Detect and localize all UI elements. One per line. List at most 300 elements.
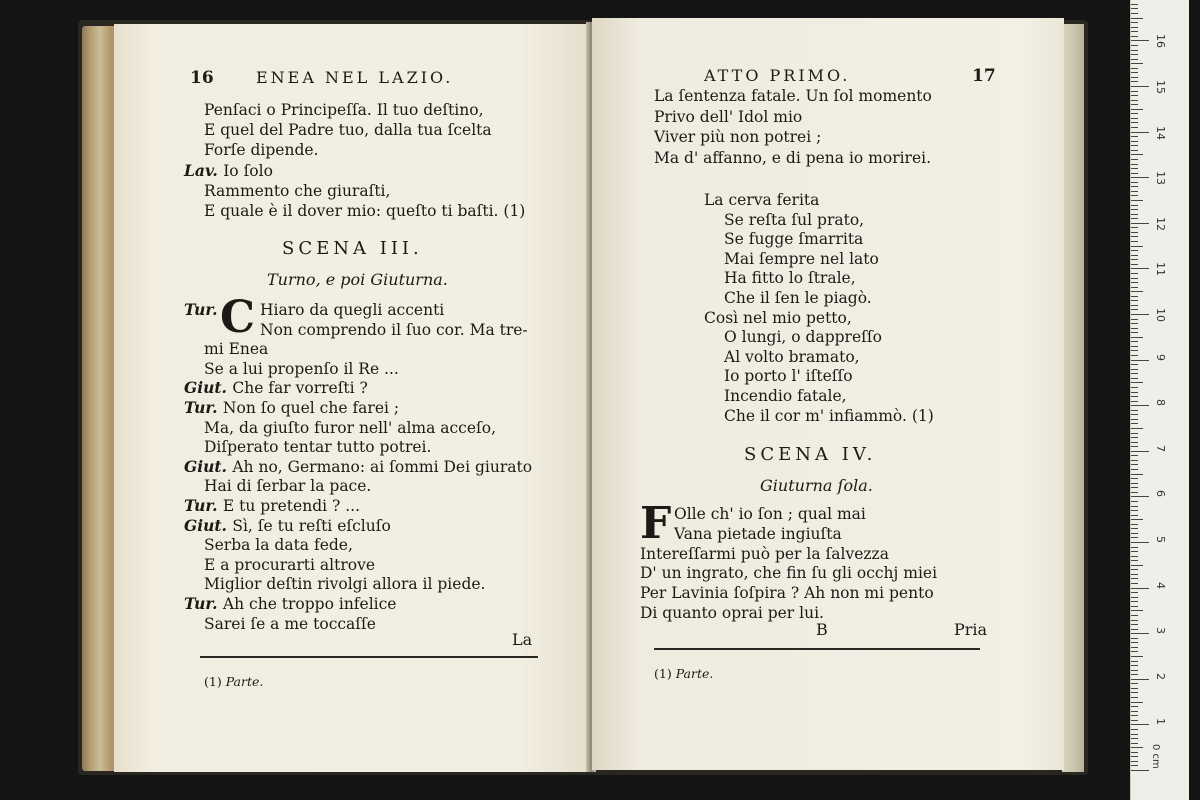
line-text: Sarei ſe a me toccaſſe [204, 614, 376, 633]
speaker-label: Giut. [184, 378, 233, 398]
ruler-tick [1131, 132, 1149, 133]
verse-line [204, 201, 525, 221]
ruler-tick [1131, 478, 1138, 479]
dialogue-line [184, 516, 391, 536]
line-text: Rammento che giuraſti, [204, 181, 391, 200]
ruler-tick [1131, 688, 1138, 689]
line-text: E tu pretendi ? ... [222, 497, 361, 515]
ruler-tick [1131, 173, 1138, 174]
ruler-tick [1131, 127, 1138, 128]
ruler-tick [1131, 483, 1138, 484]
monologue-line [674, 524, 842, 544]
ruler-tick [1131, 670, 1138, 671]
ruler-tick [1131, 547, 1138, 548]
verse-line [654, 127, 821, 147]
dialogue-line [184, 457, 532, 477]
ruler-tick [1131, 761, 1138, 762]
line-text: La cerva ferita [704, 191, 820, 209]
ruler-tick [1131, 168, 1138, 169]
ruler-tick [1131, 702, 1143, 703]
ruler-tick [1131, 501, 1138, 502]
ruler-number: 2 [1154, 672, 1167, 680]
ruler-tick [1131, 54, 1138, 55]
ruler-tick [1131, 136, 1138, 137]
scene-subtitle: Turno, e poi Giuturna. [267, 270, 448, 289]
ruler-tick [1131, 255, 1138, 256]
ruler-tick [1131, 405, 1149, 406]
dialogue-line [260, 300, 444, 320]
ruler-tick [1131, 606, 1138, 607]
ruler-unit-label: 0 cm [1150, 744, 1161, 769]
ruler-tick [1131, 692, 1138, 693]
ruler-number: 15 [1154, 80, 1167, 94]
ruler-tick [1131, 150, 1138, 151]
ruler-tick [1131, 145, 1138, 146]
ruler-tick [1131, 578, 1138, 579]
ruler-tick [1131, 446, 1138, 447]
ruler-tick [1131, 515, 1138, 516]
ruler-tick [1131, 182, 1138, 183]
line-text: Che far vorreſti ? [232, 379, 368, 398]
ruler-tick [1131, 346, 1138, 347]
ruler-tick [1131, 647, 1138, 648]
line-text: Io porto l' iſteſſo [724, 367, 853, 386]
ruler-tick [1131, 633, 1149, 634]
ruler-tick [1131, 651, 1138, 652]
footnote-rule [654, 648, 980, 650]
dialogue-line [204, 574, 485, 594]
drop-cap: C [220, 292, 256, 343]
dialogue-line [184, 378, 368, 398]
line-text: E quel del Padre tuo, dalla tua ſcelta [204, 121, 492, 140]
dialogue-line [184, 594, 396, 614]
ruler-tick [1131, 332, 1138, 333]
line-text: E quale è il dover mio: queſto ti baſti. (1) [204, 202, 526, 220]
footnote-rule [200, 656, 538, 658]
ruler-tick [1131, 519, 1143, 520]
ruler-tick [1131, 569, 1138, 570]
ruler-tick [1131, 8, 1138, 9]
ruler-tick [1131, 323, 1138, 324]
ruler-tick [1131, 287, 1138, 288]
line-text: Diſperato tentar tutto potrei. [204, 438, 432, 457]
ruler-tick [1131, 300, 1138, 301]
line-text: Ha fitto lo ſtrale, [724, 269, 856, 288]
ruler-tick [1131, 487, 1138, 488]
line-text: mi Enea [204, 340, 269, 359]
line-text: Così nel mio petto, [704, 308, 852, 327]
aria-line [724, 288, 872, 308]
ruler-tick [1131, 236, 1138, 237]
ruler-tick [1131, 314, 1149, 315]
scene-subtitle: Giuturna ſola. [760, 476, 873, 495]
dialogue-line [204, 555, 375, 575]
ruler-tick [1131, 752, 1138, 753]
ruler-tick [1131, 355, 1138, 356]
catchword: Pria [954, 620, 988, 639]
ruler-tick [1131, 122, 1138, 123]
ruler-tick [1131, 382, 1143, 383]
running-head: ATTO PRIMO. [704, 66, 851, 85]
ruler-tick [1131, 533, 1138, 534]
ruler-tick [1131, 223, 1149, 224]
dialogue-line [204, 535, 353, 555]
ruler-tick [1131, 45, 1138, 46]
ruler-tick [1131, 610, 1143, 611]
verse-line [204, 140, 318, 160]
ruler-tick [1131, 697, 1138, 698]
verse-line [204, 181, 390, 201]
ruler-number: 3 [1154, 627, 1167, 635]
line-text: Se fugge ſmarrita [724, 230, 864, 249]
dialogue-line [204, 339, 268, 359]
line-text: Forſe dipende. [204, 141, 319, 160]
ruler-tick [1131, 373, 1138, 374]
ruler-tick [1131, 4, 1138, 5]
scene-title: SCENA IV. [744, 444, 877, 465]
line-text: Olle ch' io ſon ; qual mai [674, 505, 866, 523]
ruler-tick [1131, 665, 1138, 666]
ruler-tick [1131, 551, 1138, 552]
ruler-tick [1131, 59, 1138, 60]
ruler-tick [1131, 583, 1138, 584]
ruler-tick [1131, 91, 1138, 92]
ruler-tick [1131, 747, 1143, 748]
ruler-tick [1131, 642, 1138, 643]
line-text: E a procurarti altrove [204, 555, 376, 574]
line-text: Privo dell' Idol mio [654, 107, 803, 126]
ruler-tick [1131, 40, 1149, 41]
ruler-tick [1131, 195, 1138, 196]
monologue-line [640, 563, 937, 583]
line-text: Viver più non potrei ; [654, 128, 822, 146]
speaker-label: Tur. [184, 594, 223, 613]
ruler-tick [1131, 68, 1138, 69]
line-text: Per Lavinia ſoſpira ? Ah non mi pento [640, 584, 934, 603]
line-text: Non comprendo il ſuo cor. Ma tre- [260, 320, 528, 339]
ruler-tick [1131, 729, 1138, 730]
ruler-tick [1131, 565, 1143, 566]
dialogue-line [204, 418, 496, 438]
ruler-tick [1131, 574, 1138, 575]
ruler-tick [1131, 63, 1143, 64]
ruler-tick [1131, 724, 1149, 725]
ruler-tick [1131, 341, 1138, 342]
ruler-tick [1131, 250, 1138, 251]
ruler-tick [1131, 615, 1138, 616]
ruler-tick [1131, 528, 1138, 529]
ruler-tick [1131, 273, 1138, 274]
monologue-line [674, 504, 866, 524]
dialogue-line [204, 437, 431, 457]
line-text: O lungi, o dappreſſo [724, 328, 882, 347]
ruler-tick [1131, 27, 1138, 28]
line-text: Io ſolo [223, 161, 273, 180]
first-speaker: Tur. [184, 300, 218, 319]
aria-line [724, 268, 856, 288]
line-text: Se a lui propenſo il Re ... [204, 359, 399, 378]
ruler-tick [1131, 141, 1138, 142]
ruler-tick [1131, 442, 1138, 443]
line-text: La ſentenza fatale. Un ſol momento [654, 87, 932, 105]
line-text: Penſaci o Principeſſa. Il tuo deſtino, [204, 101, 484, 119]
running-head: ENEA NEL LAZIO. [256, 68, 454, 87]
ruler-tick [1131, 601, 1138, 602]
ruler-number: 12 [1154, 216, 1167, 231]
ruler-tick [1131, 414, 1138, 415]
aria-line [724, 210, 864, 230]
ruler-tick [1131, 524, 1138, 525]
ruler-tick [1131, 200, 1143, 201]
line-text: Non ſo quel che farei ; [222, 399, 400, 417]
ruler-tick [1131, 588, 1149, 589]
ruler-tick [1131, 433, 1138, 434]
ruler-tick [1131, 364, 1138, 365]
ruler-tick [1131, 738, 1138, 739]
ruler-tick [1131, 410, 1138, 411]
ruler-tick [1131, 328, 1138, 329]
aria-line [704, 190, 819, 210]
ruler-tick [1131, 770, 1149, 771]
ruler-tick [1131, 387, 1138, 388]
ruler-tick [1131, 474, 1143, 475]
ruler-tick [1131, 674, 1138, 675]
ruler-tick [1131, 104, 1138, 105]
ruler-tick [1131, 423, 1138, 424]
aria-line [724, 406, 934, 426]
ruler-number: 9 [1154, 353, 1167, 361]
ruler-tick [1131, 109, 1143, 110]
ruler-number: 13 [1154, 171, 1167, 186]
scene-title: SCENA III. [282, 238, 423, 259]
line-text: Ma d' affanno, e di pena io morirei. [654, 148, 932, 167]
aria-line [724, 386, 847, 406]
ruler-tick [1131, 711, 1138, 712]
ruler-tick [1131, 401, 1138, 402]
ruler-tick [1131, 319, 1138, 320]
ruler-tick [1131, 510, 1138, 511]
line-text: Mai ſempre nel lato [724, 249, 879, 268]
verse-line [204, 120, 492, 140]
line-text: Hiaro da quegli accenti [260, 301, 445, 319]
speaker-label: Giut. [184, 456, 233, 476]
verse-line [204, 100, 484, 120]
line-text: Se reſta ſul prato, [724, 210, 865, 229]
ruler-tick [1131, 396, 1138, 397]
speaker-label: Lav. [184, 160, 224, 180]
ruler-tick [1131, 118, 1138, 119]
ruler-tick [1131, 264, 1138, 265]
ruler-tick [1131, 419, 1138, 420]
ruler-tick [1131, 164, 1138, 165]
ruler-tick [1131, 392, 1138, 393]
ruler-tick [1131, 460, 1138, 461]
ruler-tick [1131, 560, 1138, 561]
ruler-tick [1131, 706, 1138, 707]
speaker-label: Tur. [184, 496, 223, 515]
ruler-number: 14 [1154, 125, 1167, 140]
line-text: Che il cor m' infiammò. (1) [724, 406, 934, 425]
ruler-tick [1131, 624, 1138, 625]
dialogue-line [204, 476, 371, 496]
ruler-tick [1131, 309, 1138, 310]
line-text: Al volto bramato, [724, 347, 860, 366]
ruler-tick [1131, 186, 1138, 187]
ruler-tick [1131, 278, 1138, 279]
ruler-tick [1131, 715, 1138, 716]
ruler-tick [1131, 282, 1138, 283]
ruler-tick [1131, 428, 1143, 429]
ruler-tick [1131, 209, 1138, 210]
ruler-number: 4 [1154, 581, 1167, 589]
ruler-tick [1131, 597, 1138, 598]
ruler-number: 16 [1154, 34, 1167, 49]
dialogue-line [204, 614, 376, 634]
ruler-tick [1131, 72, 1138, 73]
page-number: 17 [972, 66, 996, 86]
ruler-tick [1131, 464, 1138, 465]
speaker-label: Giut. [184, 515, 233, 535]
ruler-tick [1131, 337, 1143, 338]
ruler-tick [1131, 638, 1138, 639]
ruler-tick [1131, 227, 1138, 228]
speaker-label: Tur. [184, 398, 223, 417]
ruler-tick [1131, 291, 1143, 292]
ruler-tick [1131, 437, 1138, 438]
page-number: 16 [190, 68, 214, 88]
ruler-tick [1131, 100, 1138, 101]
ruler-tick [1131, 177, 1149, 178]
aria-line [724, 366, 853, 386]
ruler-tick [1131, 159, 1138, 160]
ruler-tick [1131, 360, 1149, 361]
ruler-tick [1131, 113, 1138, 114]
ruler-tick [1131, 241, 1138, 242]
ruler-tick [1131, 268, 1149, 269]
ruler-tick [1131, 13, 1138, 14]
ruler-tick [1131, 620, 1138, 621]
ruler-tick [1131, 369, 1138, 370]
ruler-tick [1131, 22, 1138, 23]
ruler-tick [1131, 451, 1149, 452]
ruler-tick [1131, 592, 1138, 593]
aria-line [724, 347, 860, 367]
aria-line [704, 308, 852, 328]
dialogue-line [204, 359, 399, 379]
ruler-number: 7 [1154, 444, 1167, 452]
left-page [114, 24, 590, 772]
ruler-tick [1131, 18, 1143, 19]
monologue-line [640, 603, 824, 623]
line-text: Intereſſarmi può per la ſalvezza [640, 544, 889, 563]
ruler-tick [1131, 455, 1138, 456]
ruler-tick [1131, 154, 1143, 155]
right-page [592, 18, 1064, 770]
ruler-tick [1131, 743, 1138, 744]
ruler-number: 11 [1154, 262, 1167, 277]
line-text: Ma, da giuſto furor nell' alma acceſo, [204, 418, 497, 437]
line-text: Che il ſen le piagò. [724, 289, 872, 307]
aria-line [724, 249, 879, 269]
ruler-tick [1131, 629, 1138, 630]
ruler-tick [1131, 556, 1138, 557]
ruler-tick [1131, 259, 1138, 260]
line-text: Vana pietade ingiuſta [674, 524, 842, 543]
line-text: Serba la data fede, [204, 536, 353, 555]
signature-mark: B [816, 620, 828, 639]
footnote: (1) Parte. [204, 674, 264, 689]
line-text: D' un ingrato, che fin ſu gli occhj miei [640, 564, 938, 583]
ruler-tick [1131, 95, 1138, 96]
ruler-tick [1131, 296, 1138, 297]
ruler-tick [1131, 492, 1138, 493]
catchword: La [512, 630, 533, 649]
ruler-tick [1131, 683, 1138, 684]
ruler-tick [1131, 756, 1138, 757]
ruler-number: 1 [1154, 718, 1167, 726]
line-text: Ah che troppo infelice [222, 595, 397, 613]
ruler-tick [1131, 77, 1138, 78]
line-text: Miglior deſtin rivolgi allora il piede. [204, 575, 486, 594]
ruler-number: 6 [1154, 490, 1167, 498]
ruler-tick [1131, 679, 1149, 680]
ruler-number: 8 [1154, 399, 1167, 407]
line-text: Sì, ſe tu reſti eſcluſo [232, 516, 391, 535]
verse-line [184, 161, 273, 181]
ruler-tick [1131, 31, 1138, 32]
ruler-tick [1131, 191, 1138, 192]
measurement-ruler [1130, 0, 1189, 800]
ruler-tick [1131, 506, 1138, 507]
monologue-line [640, 544, 889, 564]
dialogue-line [260, 320, 528, 340]
ruler-tick [1131, 496, 1149, 497]
dialogue-line [184, 496, 360, 516]
ruler-tick [1131, 656, 1143, 657]
line-text: Incendio fatale, [724, 387, 847, 405]
ruler-tick [1131, 305, 1138, 306]
aria-line [724, 327, 882, 347]
dialogue-line [184, 398, 399, 418]
ruler-tick [1131, 246, 1143, 247]
line-text: Ah no, Germano: ai ſommi Dei giurato [232, 457, 533, 476]
ruler-tick [1131, 350, 1138, 351]
monologue-line [640, 583, 934, 603]
ruler-tick [1131, 36, 1138, 37]
page-block-edge [1062, 24, 1084, 772]
ruler-number: 5 [1154, 536, 1167, 543]
ruler-tick [1131, 661, 1138, 662]
ruler-tick [1131, 542, 1149, 543]
ruler-tick [1131, 232, 1138, 233]
verse-line [654, 107, 802, 127]
ruler-tick [1131, 734, 1138, 735]
ruler-tick [1131, 50, 1138, 51]
verse-line [654, 148, 931, 168]
ruler-tick [1131, 81, 1138, 82]
footnote: (1) Parte. [654, 666, 714, 681]
ruler-tick [1131, 537, 1138, 538]
ruler-tick [1131, 205, 1138, 206]
ruler-tick [1131, 86, 1149, 87]
ruler-tick [1131, 214, 1138, 215]
line-text: Di quanto oprai per lui. [640, 604, 824, 622]
drop-cap: F [640, 498, 672, 549]
ruler-tick [1131, 765, 1138, 766]
ruler-tick [1131, 378, 1138, 379]
verse-line [654, 86, 932, 106]
line-text: Hai di ſerbar la pace. [204, 477, 372, 496]
